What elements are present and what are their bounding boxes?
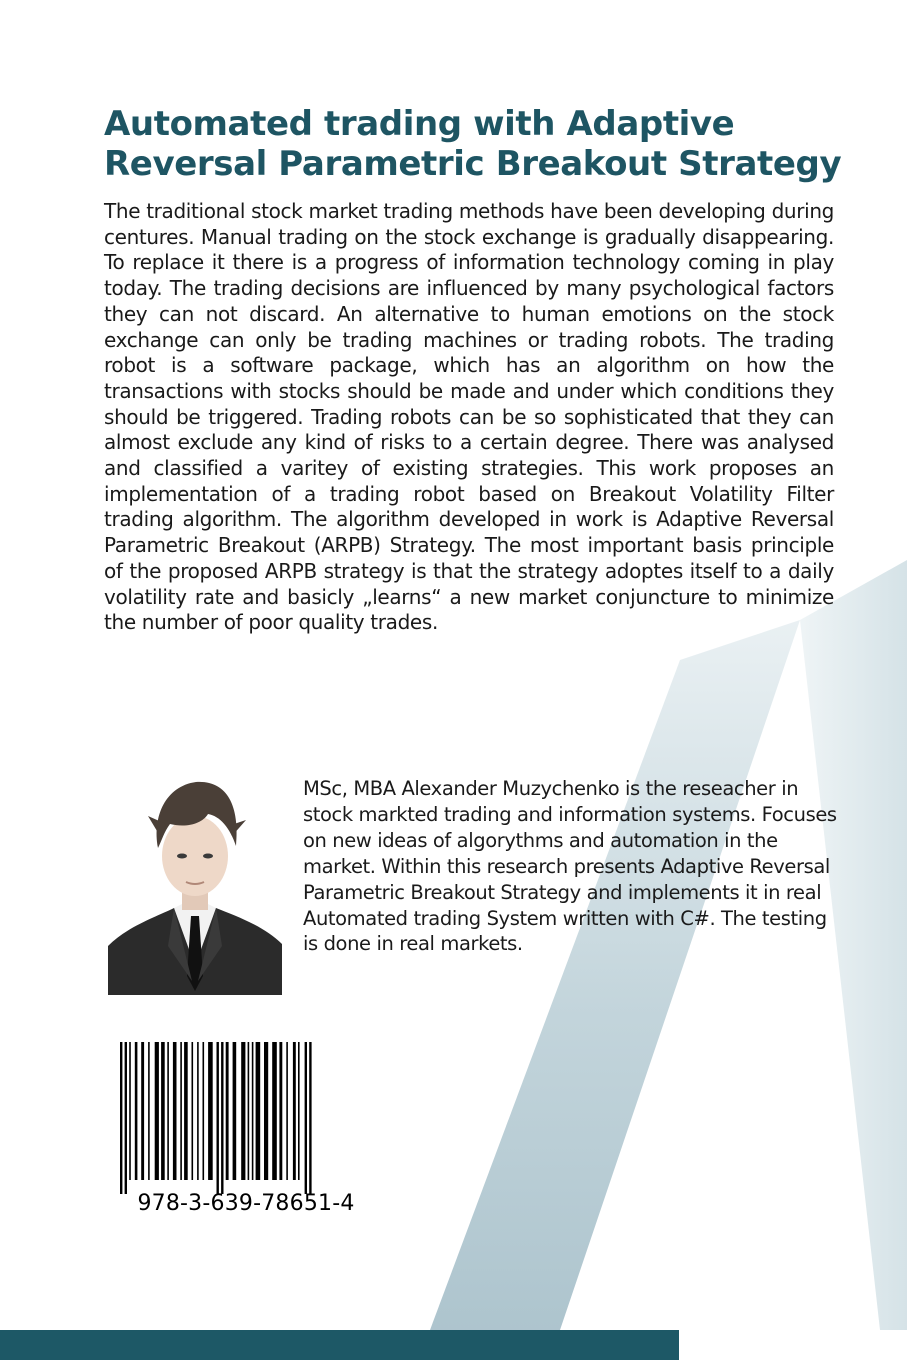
footer-color-bar [0, 1330, 679, 1360]
barcode-bar [286, 1042, 288, 1180]
book-title-line-1: Automated trading with Adaptive [104, 104, 735, 144]
barcode-bar [293, 1042, 296, 1180]
barcode-bar [141, 1042, 144, 1180]
barcode-bar [161, 1042, 165, 1180]
barcode-bar [248, 1042, 250, 1180]
barcode-bar [256, 1042, 261, 1180]
barcode-bar [180, 1042, 182, 1180]
book-description: The traditional stock market trading methods have been developing during centures. Manual trading on the stock exchange is gradually disappearing. To replace it there is a progress of information technology coming in play today. The trading decisions are influenced by many psychological factors they can not discard. An alternative to human emotions on the stock exchange can only be trading machines or trading robots. The trading robot is a software package, which has an algorithm on how the transactions with stocks should be made and under which conditions they should be triggered. Trading robots can be so sophisticated that they can almost exclude any kind of risks to a certain degree. There was analysed and classified a varitey of existing strategies. This work proposes an implementation of a trading robot based on Breakout Volatility Filter trading algorithm. The algorithm developed in work is Adaptive Reversal Parametric Breakout (ARPB) Strategy. The most important basis principle of the proposed ARPB strategy is that the strategy adoptes itself to a daily volatility rate and basicly „learns“ a new market conjuncture to minimize the number of poor quality trades. [104, 199, 834, 635]
barcode-bars [116, 1042, 376, 1194]
barcode-bar [305, 1042, 307, 1194]
barcode-bar [233, 1042, 237, 1180]
isbn-barcode [110, 1030, 382, 1228]
author-biography: MSc, MBA Alexander Muzychenko is the reseacher in stock markted trading and information systems. Focuses on new ideas of algorythms and automation in the market. Within this research presents Adaptive Reversal Parametric Breakout Strategy and implements it in real Automated trading System written with C#. The testing is done in real markets. [303, 777, 837, 956]
barcode-bar [264, 1042, 268, 1180]
barcode-bar [192, 1042, 194, 1180]
barcode-bar [221, 1042, 223, 1194]
barcode-bar [148, 1042, 150, 1180]
barcode-bar [120, 1042, 122, 1194]
barcode-bar [167, 1042, 169, 1180]
barcode-bar [279, 1042, 282, 1180]
isbn-number: 978-3-639-78651-4 [137, 1191, 355, 1216]
barcode-bar [135, 1042, 138, 1180]
barcode-bar [298, 1042, 300, 1180]
book-title-line-2: Reversal Parametric Breakout Strategy [104, 144, 842, 184]
barcode-bar [155, 1042, 159, 1180]
barcode-bar [173, 1042, 177, 1180]
barcode-bar [125, 1042, 127, 1194]
barcode-bar [197, 1042, 199, 1180]
barcode-bar [129, 1042, 131, 1180]
barcode-bar [184, 1042, 188, 1180]
barcode-bar [252, 1042, 254, 1180]
author-photo [108, 776, 282, 995]
barcode-bar [217, 1042, 219, 1194]
barcode-bar [241, 1042, 245, 1180]
barcode-bar [208, 1042, 213, 1180]
barcode-bar [203, 1042, 205, 1180]
barcode-bar [309, 1042, 311, 1194]
book-title [104, 104, 864, 184]
barcode-bar [272, 1042, 277, 1180]
barcode-bar [226, 1042, 229, 1180]
